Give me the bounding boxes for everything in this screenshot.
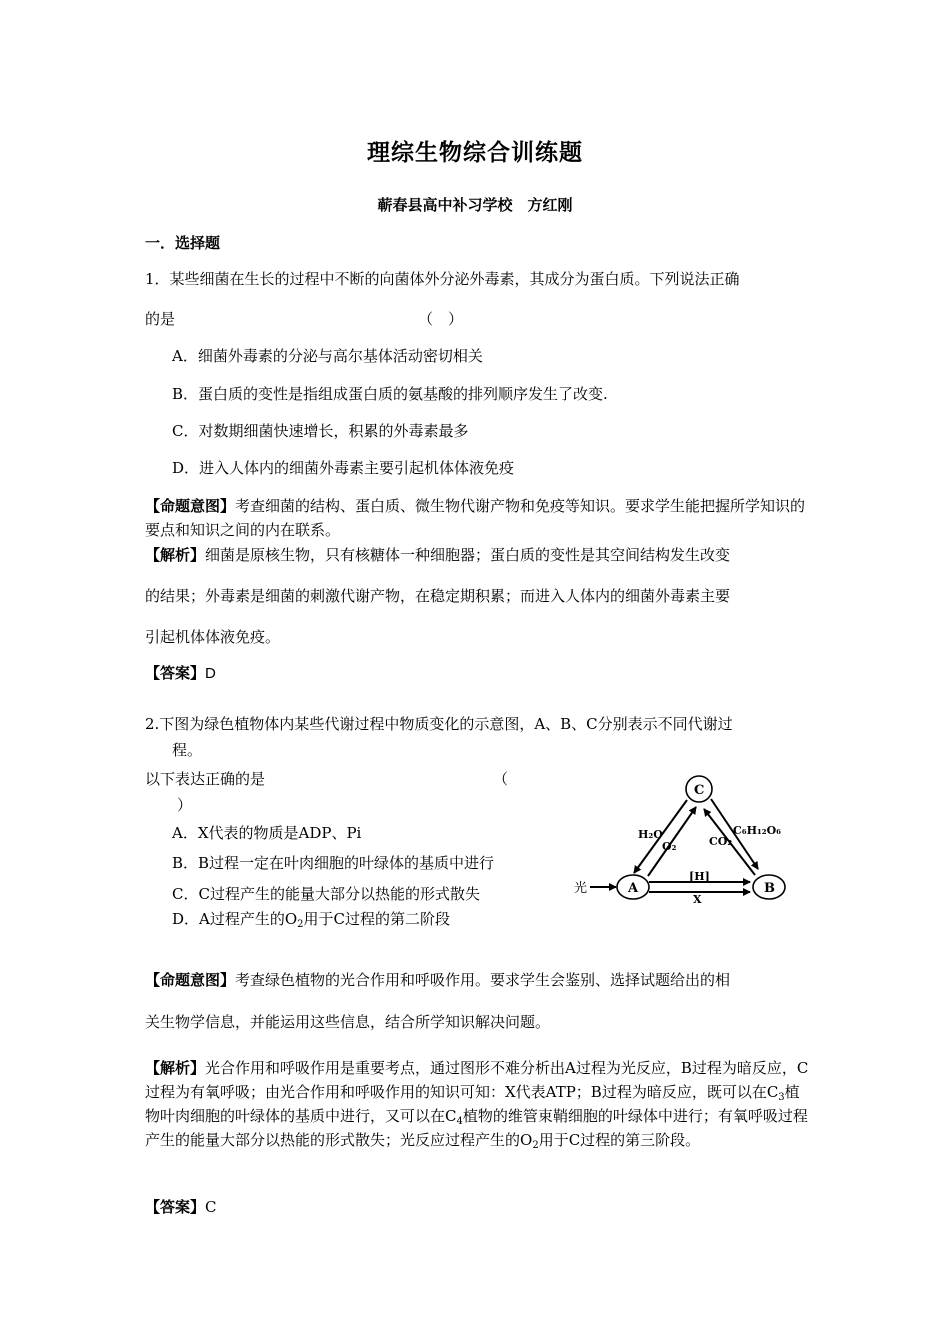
label-h: [H] <box>689 870 710 883</box>
q2-stem-line2: 以下表达正确的是 <box>145 770 266 788</box>
label-light: 光 <box>574 881 588 896</box>
q2-analysis-p4: 用于C过程的第三阶段。 <box>538 1131 701 1149</box>
metabolism-diagram <box>560 770 820 910</box>
q2-option-b: B．B过程一定在叶肉细胞的叶绿体的基质中进行 <box>172 854 495 872</box>
label-o2: O₂ <box>662 840 677 853</box>
label-glucose: C₆H₁₂O₆ <box>733 824 782 837</box>
section-heading: 一．选择题 <box>145 234 221 252</box>
author-line: 蕲春县高中补习学校 方红刚 <box>377 196 573 214</box>
label-co2: CO₂ <box>709 835 733 848</box>
q2-analysis-p1: 光合作用和呼吸作用是重要考点，通过图形不难分析出A过程为光反应，B过程为暗反应，C过程为有氧呼吸；由光合作用和呼吸作用的知识可知：X代表ATP；B过程为暗反应，既可以在C <box>145 1059 809 1101</box>
q2-analysis-s2: 4 <box>456 1116 463 1127</box>
q2-option-c: C．C过程产生的能量大部分以热能的形式散失 <box>172 885 480 903</box>
q2-analysis-s1: 3 <box>778 1092 785 1103</box>
q2-option-d-pre: D．A过程产生的O <box>172 910 298 928</box>
label-x: X <box>693 893 702 906</box>
q2-analysis-s3: 2 <box>532 1140 539 1151</box>
q2-option-d-post: 用于C过程的第二阶段 <box>303 910 451 928</box>
q1-answer-blank: （ ） <box>418 310 464 328</box>
q1-stem-line2: 的是 <box>145 310 176 328</box>
q1-stem-line1: 1．某些细菌在生长的过程中不断的向菌体外分泌外毒素，其成分为蛋白质。下列说法正确 <box>145 270 740 288</box>
q2-stem-line1b: 程。 <box>172 741 203 759</box>
q1-intent-label: 【命题意图】 <box>145 497 236 515</box>
q2-intent-line1 <box>145 969 730 990</box>
q1-intent-text: 考查细菌的结构、蛋白质、微生物代谢产物和免疫等知识。要求学生能把握所学知识的要点和知识之间的内在联系。 <box>145 497 806 539</box>
q1-analysis-line2: 的结果；外毒素是细菌的刺激代谢产物，在稳定期积累；而进入人体内的细菌外毒素主要 <box>145 587 731 605</box>
q1-analysis-line1 <box>145 544 730 565</box>
q1-option-a: A．细菌外毒素的分泌与高尔基体活动密切相关 <box>172 347 483 365</box>
q1-analysis-label: 【解析】 <box>145 546 206 564</box>
label-h2o: H₂O <box>638 828 663 841</box>
node-b-label: B <box>764 881 775 896</box>
q1-analysis-text-1: 细菌是原核生物，只有核糖体一种细胞器；蛋白质的变性是其空间结构发生改变 <box>205 546 731 564</box>
q1-analysis-line3: 引起机体体液免疫。 <box>145 628 281 646</box>
q2-option-d <box>172 908 450 929</box>
q2-option-d-sub: 2 <box>297 919 304 930</box>
q1-option-b: B．蛋白质的变性是指组成蛋白质的氨基酸的排列顺序发生了改变. <box>172 385 608 403</box>
q2-answer-label: 【答案】 <box>145 1198 206 1216</box>
q1-answer-label: 【答案】 <box>145 664 206 682</box>
node-c-label: C <box>694 783 705 798</box>
q1-option-d: D．进入人体内的细菌外毒素主要引起机体体液免疫 <box>172 459 515 477</box>
q2-answer-value: C <box>205 1198 217 1216</box>
q2-intent-text-1: 考查绿色植物的光合作用和呼吸作用。要求学生会鉴别、选择试题给出的相 <box>235 971 731 989</box>
q2-analysis <box>145 1056 810 1152</box>
q2-intent-line2: 关生物学信息，并能运用这些信息，结合所学知识解决问题。 <box>145 1013 551 1031</box>
node-a-label: A <box>628 881 639 896</box>
q2-paren-open: （ <box>493 770 509 788</box>
q2-intent-label: 【命题意图】 <box>145 971 236 989</box>
q2-option-a: A．X代表的物质是ADP、Pi <box>172 824 362 842</box>
q1-option-c: C．对数期细菌快速增长，积累的外毒素最多 <box>172 422 469 440</box>
q2-stem-line1: 2.下图为绿色植物体内某些代谢过程中物质变化的示意图，A、B、C分别表示不同代谢过 <box>145 715 733 733</box>
q1-answer <box>145 662 216 683</box>
q2-paren-close: ） <box>177 796 193 814</box>
q2-answer <box>145 1196 217 1217</box>
q2-analysis-label: 【解析】 <box>145 1059 206 1077</box>
q1-intent <box>145 494 810 542</box>
page-title: 理综生物综合训练题 <box>367 139 583 166</box>
q2-analysis-p2: 植物叶肉细胞的叶绿体的基质中进行，又可以在C <box>145 1083 800 1125</box>
q2-analysis-p3: 植物的维管束鞘细胞的叶绿体中进行；有氧呼吸过程产生的能量大部分以热能的形式散失；光反应过程产生的O <box>145 1107 808 1149</box>
q1-answer-value: D <box>205 665 216 682</box>
